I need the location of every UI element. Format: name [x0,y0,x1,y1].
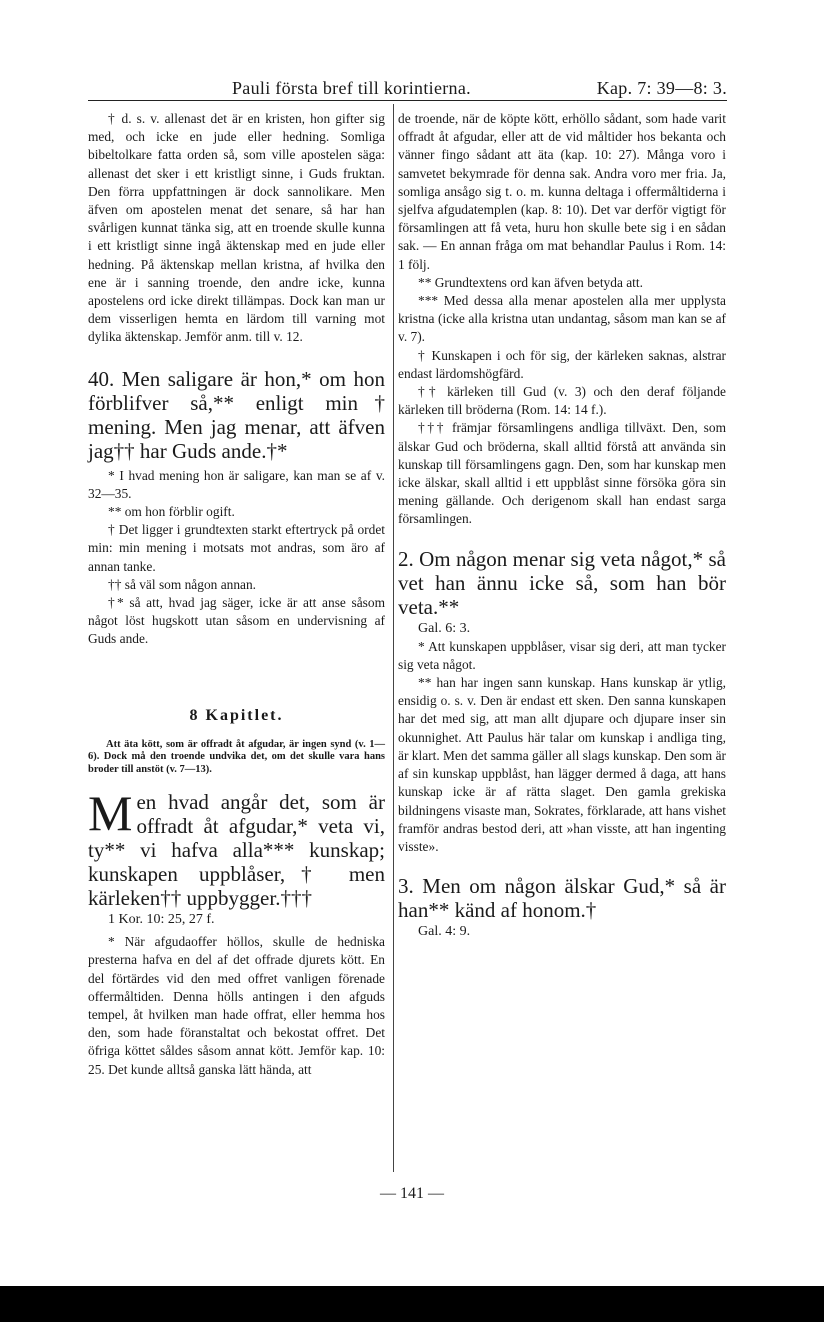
footnote: ** Grundtextens ord kan äfven betyda att. [418,274,643,290]
footnote: * I hvad mening hon är saligare, kan man se af v. 32—35. [88,467,385,501]
left-column [88,110,385,1079]
footnote: †* så att, hvad jag säger, icke är att anse såsom något löst hugskott utan såsom en undervisning af Guds ande. [88,595,385,647]
scan-border [0,1286,824,1322]
footnote: ** om hon förblir ogift. [108,504,235,520]
verse-1-text: en hvad angår det, som är offradt åt afgudar,* veta vi, ty** vi hafva alla*** kunskap; kunskapen uppblåser,† men kärleken†† uppbygger.††† [88,790,385,911]
chapter-summary: Att äta kött, som är offradt åt afgudar, är ingen synd (v. 1—6). Dock må den troende undvika det, om det skulle vara hans broder till anstöt (v. 7—13). [88,738,385,775]
running-header [232,78,727,99]
drop-cap: M [88,785,133,842]
footnote: *** Med dessa alla menar apostelen alla mer upplysta kristna (icke alla kristna utan undantag, såsom man kan se af v. 7). [398,293,726,345]
footnote: † Kunskapen i och för sig, der kärleken saknas, alstrar endast lärdomshögfärd. [398,347,726,381]
cross-reference: Gal. 6: 3. [418,620,471,636]
footnote: † Det ligger i grundtexten starkt eftertryck på ordet min: min mening i motsats mot andras, som äro af annan tanke. [88,522,385,574]
cross-reference: 1 Kor. 10: 25, 27 f. [108,912,215,928]
footnote: ** han har ingen sann kunskap. Hans kunskap är ytlig, ensidig o. s. v. Den är endast ett sken. Den sanna kunskapen har det med sig, att man allt djupare och djupare inser sin okunnighet. Att Paulus här talar om kunskap i andliga ting, är klart. Men det samma gäller all slags kunskap. Den som är af sin kunskap uppblåst, han lägger dermed å daga, att hans kunskap icke är af rätta slaget. Den gamla grekiska bildningens visaste man, Sokrates, förklarade, att hans vishet framför andras bestod deri, att »han visste, att han ingenting visste». [398,675,726,854]
header-chapter-ref: Kap. 7: 39—8: 3. [596,78,727,98]
verse-2: 2. Om någon menar sig veta något,* så vet han ännu icke så, som han bör veta.** [398,546,726,619]
footnote: * Att kunskapen uppblåser, visar sig deri, att man tycker sig veta något. [398,638,726,672]
verse-1 [88,785,385,911]
footnote: ††† främjar församlingens andliga tillväxt. Den, som älskar Gud och bröderna, skall alltid förstå att använda sin kunskap till församlingens gagn. Den, som har kunskap men icke älskar, skall alltid i ett uppblåst sinne försöka göra sin mening gällande. Och derigenom skall han endast sarga församlingen. [398,420,726,527]
cross-reference: Gal. 4: 9. [418,924,471,940]
footnote-continuation: † d. s. v. allenast det är en kristen, hon gifter sig med, och icke en jude eller hedning. Somliga bibeltolkare fatta orden så, som ville apostelen säga: allenast det sker i ett kristligt sinne, i Guds fruktan. Den förra uppfattningen är dock sannolikare. Men äfven om apostelen menat det senare, så har han svårligen kunnat tänka sig, att en troende skulle kunna i ett kristligt sinne ingå äktenskap med en jude eller hedning. På äktenskap mellan kristna, af hvilka den ene är i sanning troende, den andre icke, kunna apostelens ord icke direkt tillämpas. Dock kan man ur dem visserligen hemta en lärdom till varning mot dylika äktenskap. Jemför anm. till v. 12. [88,111,385,345]
footnote: * När afgudaoffer höllos, skulle de hedniska presterna hafva en del af det offrade djurets kött. En del förtärdes vid den med offret vanligen förenade offermåltiden. Denna hölls antingen i den afguds tempel, åt hvilken man hade offrat, eller hemma hos den, som hade föranstaltat och bekostat offret. Det öfriga köttet såldes såsom annat kött. Jemför kap. 10: 25. Det kunde alltså ganska lätt hända, att [88,934,385,1077]
header-title: Pauli första bref till korintierna. [232,78,471,98]
verse-40: 40. Men saligare är hon,* om hon förblifver så,** enligt min† mening. Men jag menar, att äfven jag†† har Guds ande.†* [88,366,385,463]
footnote-continuation: de troende, när de köpte kött, erhöllo sådant, som hade varit offradt åt afgudar, eller att de vid måltider hos bekanta och vänner fingo sådant att äta (kap. 10: 27). Många voro i samvetet bekymrade för denna sak. Andra voro mer fria. Ja, somliga ansågo sig t. o. m. kunna deltaga i offermåltiderna i sjelfva afgudatemplen (kap. 8: 10). Det var derför vigtigt för församlingen att få veta, huru hon skulle bete sig i en sådan sak. — En annan fråga om mat behandlar Paulus i Rom. 14: 1 följ. [398,111,726,272]
right-column [398,110,726,941]
header-rule [88,100,727,101]
column-divider [393,104,394,1172]
page-number: — 141 — [380,1185,444,1202]
footnote: †† kärleken till Gud (v. 3) och den deraf följande kärleken till bröderna (Rom. 14: 14 f.). [398,384,726,418]
chapter-title: 8 Kapitlet. [189,706,284,724]
footnote: †† så väl som någon annan. [108,576,257,592]
verse-3: 3. Men om någon älskar Gud,* så är han** känd af honom.† [398,874,726,923]
